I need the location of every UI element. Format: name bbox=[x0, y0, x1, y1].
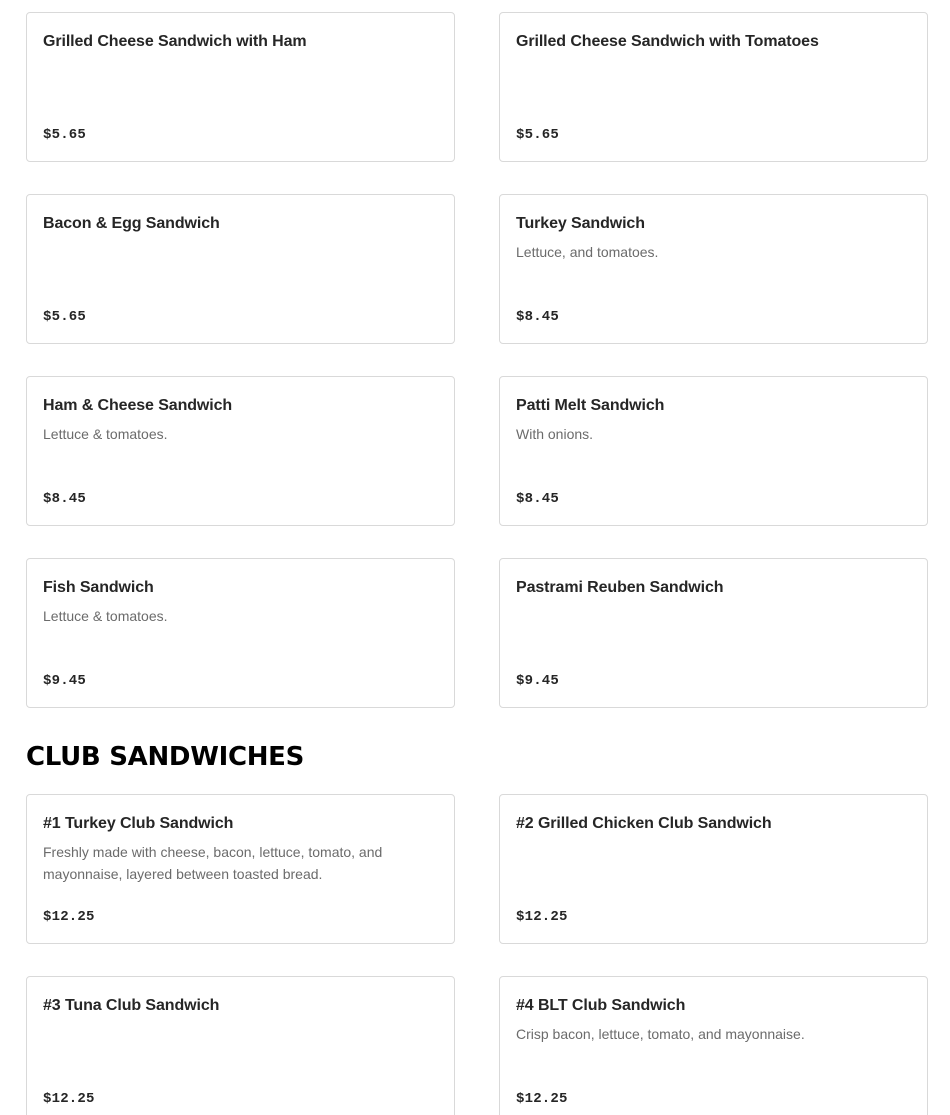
item-name: Patti Melt Sandwich bbox=[516, 397, 665, 414]
item-name: Bacon & Egg Sandwich bbox=[43, 215, 220, 232]
item-price: $12.25 bbox=[516, 1091, 568, 1107]
item-price: $8.45 bbox=[516, 491, 560, 507]
menu-item-card[interactable] bbox=[499, 12, 928, 162]
item-name: Pastrami Reuben Sandwich bbox=[516, 579, 724, 596]
menu-list bbox=[26, 12, 928, 1115]
item-description: Lettuce & tomatoes. bbox=[43, 426, 168, 442]
item-price: $9.45 bbox=[516, 673, 560, 689]
item-name: #3 Tuna Club Sandwich bbox=[43, 997, 220, 1014]
item-price: $8.45 bbox=[516, 309, 560, 325]
menu-item-card[interactable] bbox=[499, 558, 928, 708]
section-title: CLUB SANDWICHES bbox=[26, 742, 305, 772]
item-price: $12.25 bbox=[43, 909, 95, 925]
item-description: Freshly made with cheese, bacon, lettuce, tomato, and mayonnaise, layered between toasted bread. bbox=[43, 844, 383, 882]
item-price: $5.65 bbox=[43, 127, 87, 143]
item-description: Crisp bacon, lettuce, tomato, and mayonnaise. bbox=[516, 1026, 805, 1042]
menu-item-card[interactable] bbox=[26, 794, 455, 944]
item-name: Ham & Cheese Sandwich bbox=[43, 397, 233, 414]
item-price: $9.45 bbox=[43, 673, 87, 689]
item-description: Lettuce, and tomatoes. bbox=[516, 244, 659, 260]
item-name: #2 Grilled Chicken Club Sandwich bbox=[516, 815, 772, 832]
item-description: Lettuce & tomatoes. bbox=[43, 608, 168, 624]
club-sandwiches-grid bbox=[26, 794, 928, 1115]
menu-item-card[interactable] bbox=[26, 12, 455, 162]
item-price: $12.25 bbox=[516, 909, 568, 925]
menu-item-card[interactable] bbox=[26, 558, 455, 708]
item-name: #1 Turkey Club Sandwich bbox=[43, 815, 234, 832]
menu-item-card[interactable] bbox=[26, 194, 455, 344]
menu-item-card[interactable] bbox=[26, 976, 455, 1115]
item-price: $5.65 bbox=[516, 127, 560, 143]
item-name: #4 BLT Club Sandwich bbox=[516, 997, 686, 1014]
menu-item-card[interactable] bbox=[499, 376, 928, 526]
menu-item-card[interactable] bbox=[499, 194, 928, 344]
item-name: Fish Sandwich bbox=[43, 579, 154, 596]
menu-item-card[interactable] bbox=[499, 794, 928, 944]
item-name: Grilled Cheese Sandwich with Tomatoes bbox=[516, 33, 819, 50]
menu-item-card[interactable] bbox=[499, 976, 928, 1115]
item-price: $8.45 bbox=[43, 491, 87, 507]
item-name: Turkey Sandwich bbox=[516, 215, 645, 232]
item-price: $12.25 bbox=[43, 1091, 95, 1107]
menu-item-card[interactable] bbox=[26, 376, 455, 526]
item-name: Grilled Cheese Sandwich with Ham bbox=[43, 33, 307, 50]
sandwiches-grid bbox=[26, 12, 928, 708]
item-description: With onions. bbox=[516, 426, 594, 442]
item-price: $5.65 bbox=[43, 309, 87, 325]
